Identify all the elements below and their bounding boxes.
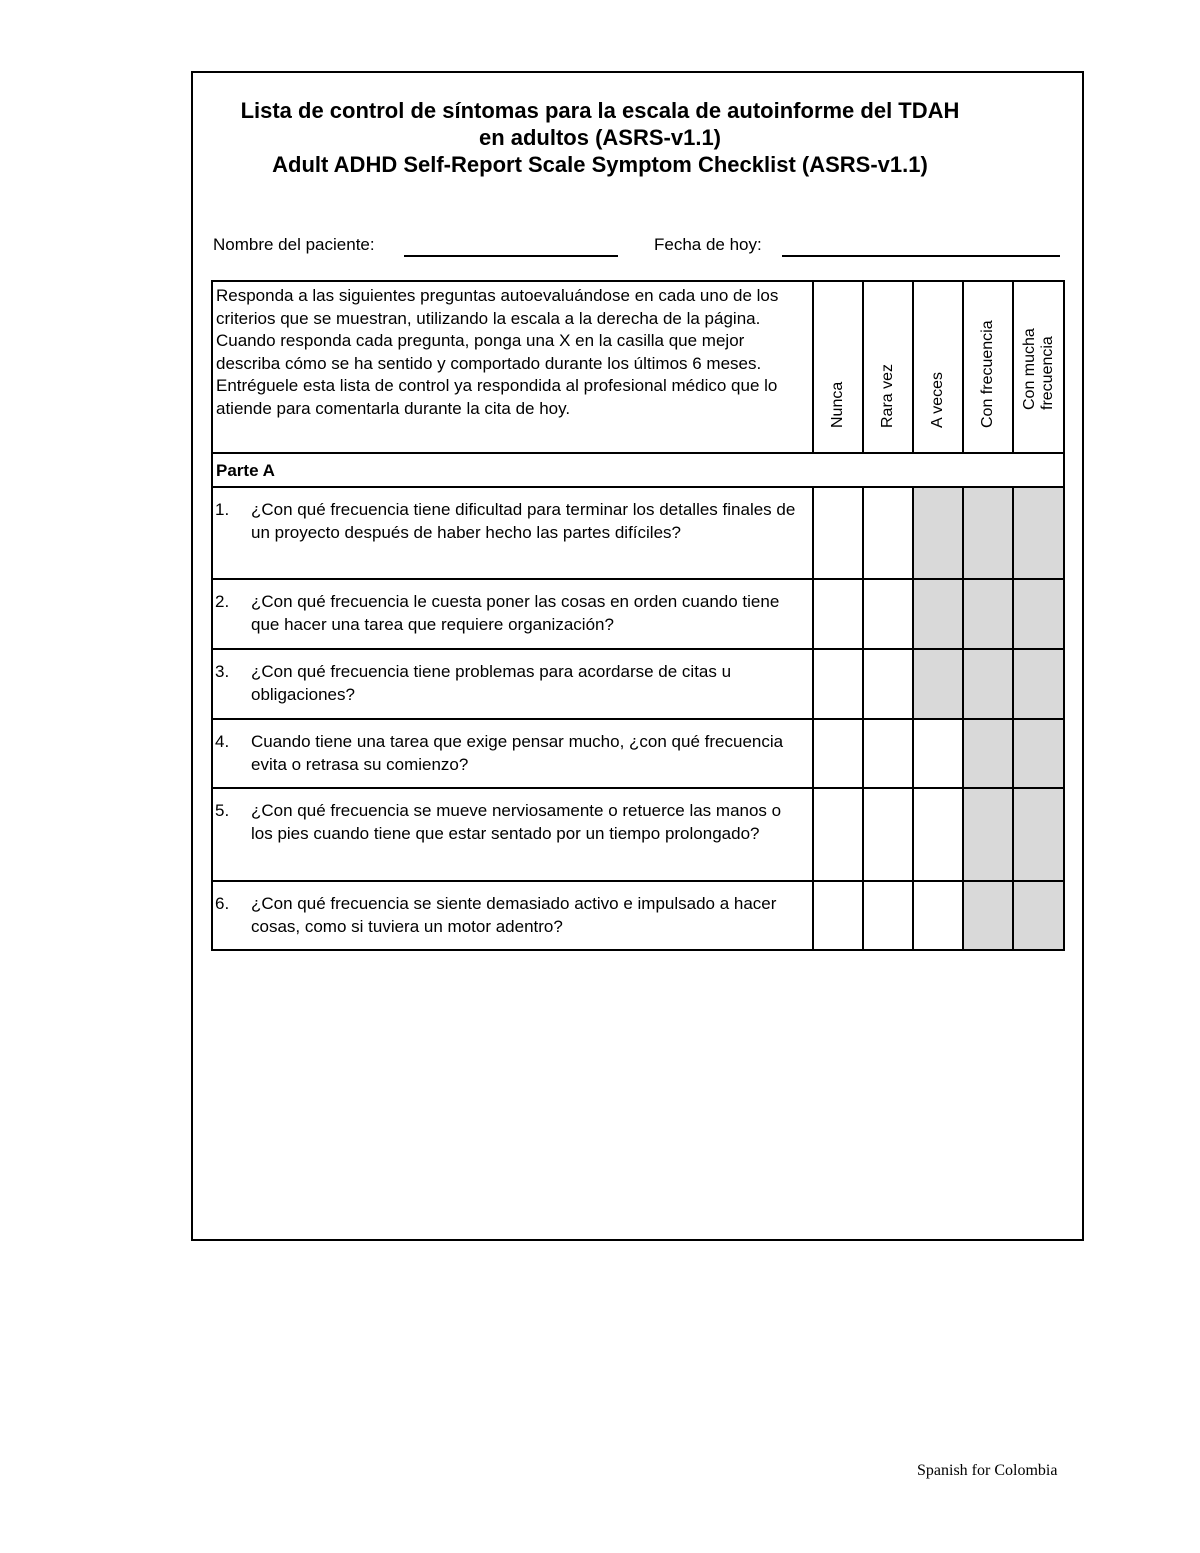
question-number: 2. bbox=[215, 592, 230, 611]
answer-checkbox[interactable] bbox=[963, 579, 1013, 649]
question-row bbox=[212, 649, 1064, 719]
question-cell bbox=[212, 719, 813, 788]
answer-checkbox[interactable] bbox=[913, 649, 963, 719]
question-text: ¿Con qué frecuencia se siente demasiado activo e impulsado a hacer cosas, como si tuviera un motor adentro? bbox=[251, 894, 777, 936]
answer-checkbox[interactable] bbox=[1013, 649, 1064, 719]
answer-checkbox[interactable] bbox=[1013, 788, 1064, 881]
scale-header-often bbox=[963, 281, 1013, 453]
question-text: ¿Con qué frecuencia tiene problemas para acordarse de citas u obligaciones? bbox=[251, 662, 732, 704]
form-title bbox=[0, 97, 1200, 178]
scale-label-never: Nunca bbox=[829, 381, 846, 428]
question-text: ¿Con qué frecuencia tiene dificultad para terminar los detalles finales de un proyecto después de haber hecho las partes difíciles? bbox=[251, 500, 796, 542]
section-row bbox=[212, 453, 1064, 487]
question-row bbox=[212, 719, 1064, 788]
answer-checkbox[interactable] bbox=[913, 788, 963, 881]
answer-checkbox[interactable] bbox=[813, 788, 863, 881]
symptom-checklist-table bbox=[211, 280, 1065, 951]
answer-checkbox[interactable] bbox=[863, 487, 913, 579]
question-cell bbox=[212, 579, 813, 649]
scale-label-rarely: Rara vez bbox=[879, 363, 896, 428]
answer-checkbox[interactable] bbox=[913, 719, 963, 788]
answer-checkbox[interactable] bbox=[1013, 719, 1064, 788]
patient-name-label: Nombre del paciente: bbox=[213, 235, 375, 254]
answer-checkbox[interactable] bbox=[863, 649, 913, 719]
answer-checkbox[interactable] bbox=[963, 649, 1013, 719]
answer-checkbox[interactable] bbox=[813, 649, 863, 719]
title-line-3: Adult ADHD Self-Report Scale Symptom Checklist (ASRS-v1.1) bbox=[272, 152, 928, 177]
answer-checkbox[interactable] bbox=[813, 881, 863, 950]
scale-header-rarely bbox=[863, 281, 913, 453]
answer-checkbox[interactable] bbox=[1013, 579, 1064, 649]
question-number: 6. bbox=[215, 894, 230, 913]
question-number: 1. bbox=[215, 500, 230, 519]
title-line-1: Lista de control de síntomas para la escala de autoinforme del TDAH bbox=[240, 98, 960, 123]
scale-label-often: Con frecuencia bbox=[979, 320, 996, 428]
answer-checkbox[interactable] bbox=[913, 487, 963, 579]
answer-checkbox[interactable] bbox=[963, 487, 1013, 579]
scale-label-very-often bbox=[1021, 328, 1057, 410]
answer-checkbox[interactable] bbox=[813, 719, 863, 788]
question-text: Cuando tiene una tarea que exige pensar mucho, ¿con qué frecuencia evita o retrasa su comienzo? bbox=[251, 732, 784, 774]
answer-checkbox[interactable] bbox=[863, 579, 913, 649]
question-text: ¿Con qué frecuencia le cuesta poner las cosas en orden cuando tiene que hacer una tarea que requiere organización? bbox=[251, 592, 780, 634]
question-row bbox=[212, 788, 1064, 881]
question-number: 3. bbox=[215, 662, 230, 681]
question-row bbox=[212, 881, 1064, 950]
answer-checkbox[interactable] bbox=[963, 788, 1013, 881]
title-line-2: en adultos (ASRS-v1.1) bbox=[478, 125, 722, 150]
answer-checkbox[interactable] bbox=[863, 719, 913, 788]
scale-header-very-often bbox=[1013, 281, 1064, 453]
question-cell bbox=[212, 649, 813, 719]
question-cell bbox=[212, 788, 813, 881]
answer-checkbox[interactable] bbox=[1013, 881, 1064, 950]
answer-checkbox[interactable] bbox=[913, 881, 963, 950]
answer-checkbox[interactable] bbox=[813, 487, 863, 579]
patient-name-field[interactable] bbox=[404, 255, 618, 257]
answer-checkbox[interactable] bbox=[963, 719, 1013, 788]
instructions: Responda a las siguientes preguntas autoevaluándose en cada uno de los criterios que se muestran, utilizando la escala a la derecha de la página. Cuando responda cada pregunta, ponga una X en la casilla que mejor describa cómo se ha sentido y comportado durante los últimos 6 meses. Entréguele esta lista de control ya respondida al profesional médico que lo atiende para comentarla durante la cita de hoy. bbox=[212, 281, 813, 453]
scale-header-never bbox=[813, 281, 863, 453]
scale-label-sometimes: A veces bbox=[929, 371, 946, 428]
answer-checkbox[interactable] bbox=[913, 579, 963, 649]
question-number: 4. bbox=[215, 732, 230, 751]
date-field[interactable] bbox=[782, 255, 1060, 257]
question-cell bbox=[212, 881, 813, 950]
header-row bbox=[212, 281, 1064, 453]
question-row bbox=[212, 487, 1064, 579]
question-cell bbox=[212, 487, 813, 579]
answer-checkbox[interactable] bbox=[963, 881, 1013, 950]
question-number: 5. bbox=[215, 801, 230, 820]
scale-header-sometimes bbox=[913, 281, 963, 453]
question-text: ¿Con qué frecuencia se mueve nerviosamente o retuerce las manos o los pies cuando tiene que estar sentado por un tiempo prolongado? bbox=[251, 801, 782, 843]
answer-checkbox[interactable] bbox=[863, 788, 913, 881]
scale-label-very-often-line-1: Con mucha bbox=[1020, 328, 1038, 410]
footer-note: Spanish for Colombia bbox=[917, 1462, 1058, 1479]
answer-checkbox[interactable] bbox=[863, 881, 913, 950]
answer-checkbox[interactable] bbox=[1013, 487, 1064, 579]
section-label: Parte A bbox=[212, 453, 1064, 487]
answer-checkbox[interactable] bbox=[813, 579, 863, 649]
scale-label-very-often-line-2: frecuencia bbox=[1038, 336, 1056, 410]
date-label: Fecha de hoy: bbox=[654, 235, 762, 254]
question-row bbox=[212, 579, 1064, 649]
